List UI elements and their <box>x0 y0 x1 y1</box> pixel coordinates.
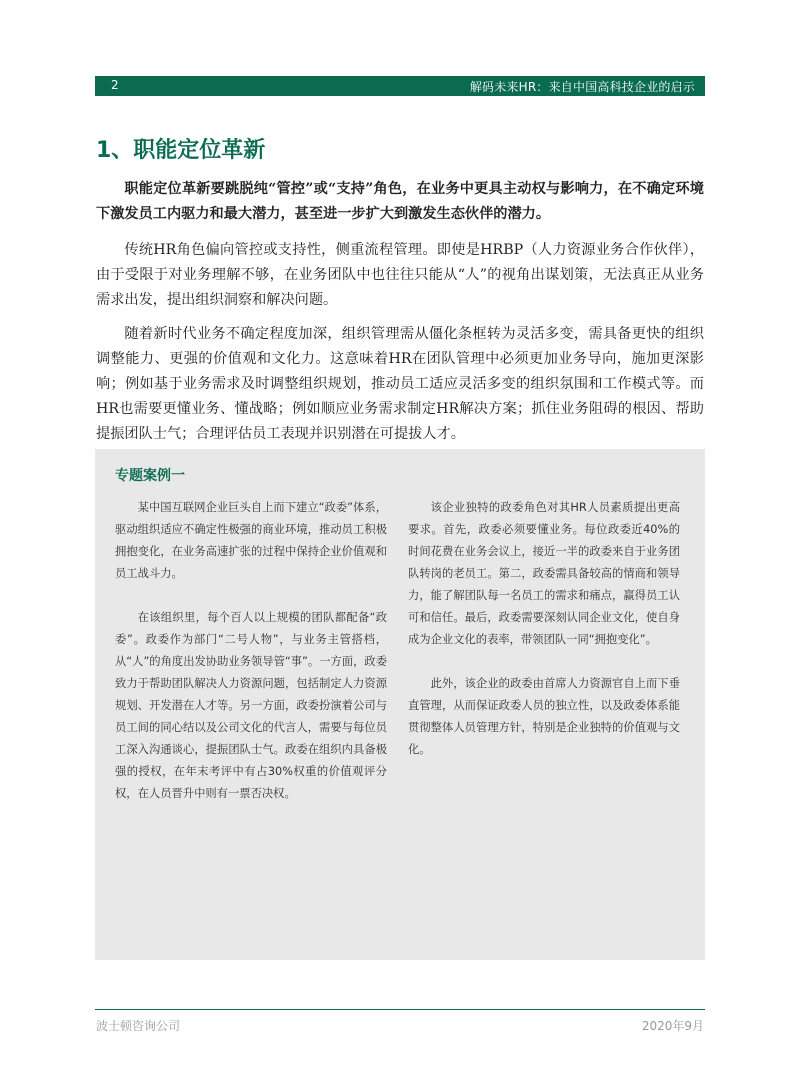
case-paragraph: 该企业独特的政委角色对其HR人员素质提出更高要求。首先，政委必须要懂业务。每位政委近40%的时间花费在业务会议上，接近一半的政委来自于业务团队转岗的老员工。第二，政委需具备较高的情商和领导力，能了解团队每一名员工的需求和痛点，赢得员工认可和信任。最后，政委需要深刻认同企业文化，使自身成为企业文化的表率，带领团队一同“拥抱变化”。 <box>408 501 680 646</box>
document-title: 解码未来HR：来自中国高科技企业的启示 <box>469 80 695 94</box>
case-column-right <box>408 497 680 783</box>
header-bar <box>95 76 705 96</box>
case-paragraph: 在该组织里，每个百人以上规模的团队都配备“政委”。政委作为部门“二号人物”，与业务主管搭档，从“人”的角度出发协助业务领导管“事”。一方面，政委致力于帮助团队解决人力资源问题，包括制定人力资源规划、开发潜在人才等。另一方面，政委扮演着公司与员工间的同心结以及公司文化的代言人，需要与每位员工深入沟通谈心，提振团队士气。政委在组织内具备极强的授权，在年末考评中有占30%权重的价值观评分权，在人员晋升中则有一票否决权。 <box>115 611 387 800</box>
section-title: 1、职能定位革新 <box>96 138 266 163</box>
case-paragraph: 此外，该企业的政委由首席人力资源官自上而下垂直管理，从而保证政委人员的独立性，以及政委体系能贯彻整体人员管理方针，特别是企业独特的价值观与文化。 <box>408 677 680 756</box>
footer-company: 波士顿咨询公司 <box>96 1019 181 1033</box>
body-paragraph-2: 随着新时代业务不确定程度加深，组织管理需从僵化条框转为灵活多变，需具备更快的组织调整能力、更强的价值观和文化力。这意味着HR在团队管理中必须更加业务导向，施加更深影响；例如基于业务需求及时调整组织规划，推动员工适应灵活多变的组织氛围和工作模式等。而HR也需要更懂业务、懂战略；例如顺应业务需求制定HR解决方案；抓住业务阻碍的根因、帮助提振团队士气；合理评估员工表现并识别潜在可提拔人才。 <box>96 326 704 442</box>
case-study-box <box>95 449 705 960</box>
page-number: 2 <box>111 78 119 92</box>
case-paragraph: 某中国互联网企业巨头自上而下建立“政委”体系，驱动组织适应不确定性极强的商业环境，推动员工积极拥抱变化，在业务高速扩张的过程中保持企业价值观和员工战斗力。 <box>115 501 387 580</box>
footer-divider <box>95 1009 705 1010</box>
lead-paragraph: 职能定位革新要跳脱纯“管控”或“支持”角色，在业务中更具主动权与影响力，在不确定环境下激发员工内驱力和最大潜力，甚至进一步扩大到激发生态伙伴的潜力。 <box>96 181 704 222</box>
case-column-left <box>115 497 387 827</box>
body-paragraph-1: 传统HR角色偏向管控或支持性，侧重流程管理。即使是HRBP（人力资源业务合作伙伴），由于受限于对业务理解不够，在业务团队中也往往只能从“人”的视角出谋划策，无法真正从业务需求出发，提出组织洞察和解决问题。 <box>96 242 704 308</box>
case-study-title: 专题案例一 <box>115 468 185 484</box>
footer-date: 2020年9月 <box>641 1019 704 1033</box>
